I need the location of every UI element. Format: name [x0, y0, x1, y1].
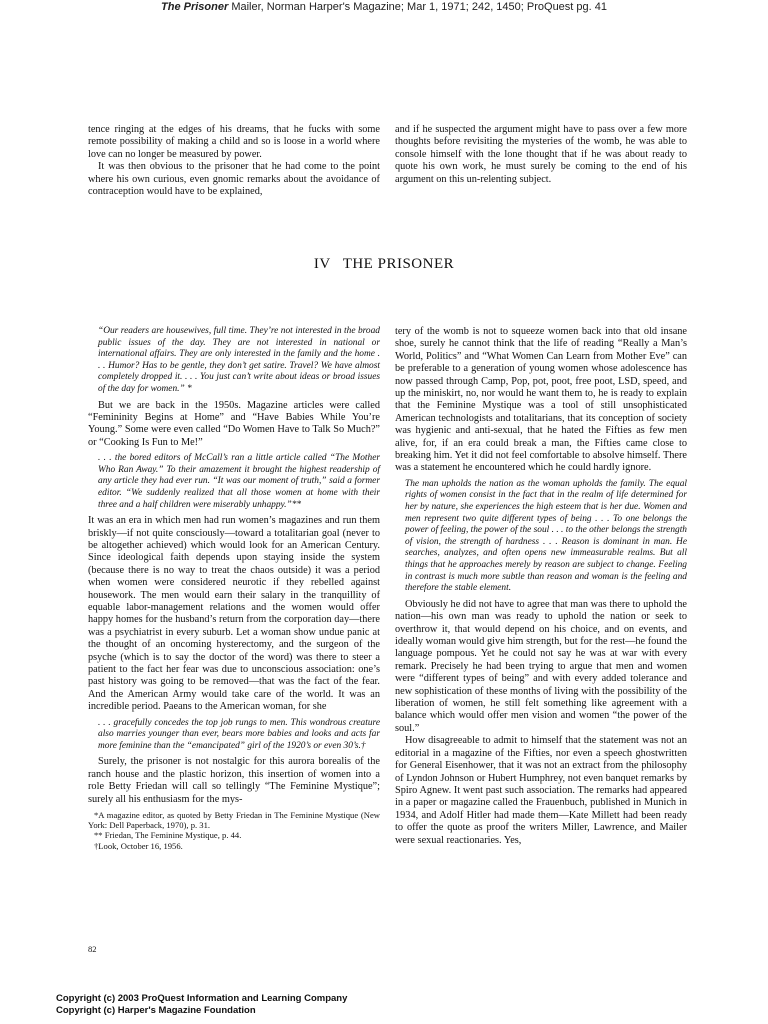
block-quote: [88, 326, 380, 396]
body-paragraph: It was an era in which men had run women’s magazines and run them briskly—if not quite consciously—toward a totalitarian goal (never to be altogether achieved) which would look for an American Century. Since ideological faith depends upon staying inside the system (because there is no way to treat the chaos outside) it was a period when women were considered neurotic if they rebelled against housework. The men would earn their salary in the tranquillity of equable labor-management relations and the women would offer happy homes for the husband’s return from the corporation day—there was a psychiatrist in every suburb. Let a woman show undue panic at the thought of an oncoming hysterectomy, and the surgeon of the psyche (which is to say the doctor of the word) was there to steer a patient to the fact her fear was due to unconscious association: one’s past history was going to be removed—that was the fact of the fear. And the American Army would take care of the world. It was an incredible period. Paeans to the American woman, for she: [88, 515, 380, 713]
quote-text: “Our readers are housewives, full time. They’re not interested in the broad public issues of the day. They are not interested in national or international affairs. They are only interested in the family and the home . . . Humor? Has to be gentle, they don’t get satire. Travel? We have almost completely dropped it. . . . You just can’t write about ideas or broad issues of the day for women.” *: [98, 326, 380, 394]
body-paragraph: Obviously he did not have to agree that man was there to uphold the nation—his own man was ready to uphold the nation or seek to overthrow it, that would depend on his choice, and on events, and ideally woman would give him strength, but for the rest—he found the language pompous. Yet he could not say he was at war with every remark. Precisely he had been trying to argue that men and women were “different types of being” and with every added tolerance and new sophistication of these months of living with the possibility of the liberation of women, he still felt something like agreement with a balance which would offer men vision and women “the power of the soul.”: [395, 598, 687, 734]
body-paragraph: Surely, the prisoner is not nostalgic for this aurora borealis of the ranch house and the plastic horizon, this insertion of women into a role Betty Friedan will call so tellingly “The Feminine Mystique”; surely all his enthusiasm for the mys-: [88, 756, 380, 805]
left-column: [88, 326, 380, 851]
quote-text: The man upholds the nation as the woman upholds the family. The equal rights of women consist in the fact that in the realm of life determined for her by nature, she experiences the high esteem that is her due. Women and men represent two quite different types of being . . . To one belongs the power of feeling, the power of the soul . . . to the other belongs the strength of vision, the strength of hardness . . . Reason is dominant in man. He searches, analyzes, and often opens new immeasurable realms. But all things that he approaches merely by reason are subject to change. Feeling in contrast is much more subtle than reason and woman is the feeling and therefore the stable element.: [405, 478, 687, 594]
quote-text: . . . gracefully concedes the top job rungs to men. This wondrous creature also marries younger than ever, bears more babies and looks and acts far more feminine than the “emancipated” girl of the 1920’s or even 30’s.†: [98, 717, 380, 751]
top-right-paragraph-1: and if he suspected the argument might have to pass over a few more thoughts before revisiting the mysteries of the womb, he was able to console himself with the lone thought that if he was about ready to quote his own work, he must surely be coming to the end of his argument on this un-relenting subject.: [395, 124, 687, 185]
page-number: 82: [88, 944, 97, 954]
top-left-column: [88, 124, 380, 198]
citation-header: [0, 0, 768, 14]
header-title: The Prisoner: [161, 1, 229, 13]
top-left-paragraph-1: tence ringing at the edges of his dreams, that he fucks with some remote possibility of making a child and so is loose in a world where love can no longer be measured by power.: [88, 124, 380, 160]
quote-text: . . . the bored editors of McCall’s ran a little article called “The Mother Who Ran Away.” To their amazement it brought the highest readership of any article they had ever run. “It was our moment of truth,” said a former editor. “We suddenly realized that all those women at home with their three and a half children were miserably unhappy.”**: [98, 453, 380, 510]
block-quote: [88, 453, 380, 511]
right-column: [395, 326, 687, 847]
header-citation: Mailer, Norman Harper's Magazine; Mar 1, 1971; 242, 1450; ProQuest pg. 41: [231, 1, 607, 13]
footnote: ** Friedan, The Feminine Mystique, p. 44.: [94, 830, 242, 841]
section-heading: [0, 256, 768, 273]
copyright-line: Copyright (c) Harper's Magazine Foundation: [56, 1005, 256, 1016]
footnotes: [88, 810, 380, 851]
section-title: THE PRISONER: [342, 256, 455, 272]
copyright-line: Copyright (c) 2003 ProQuest Information and Learning Company: [56, 993, 348, 1004]
section-number: IV: [313, 256, 331, 272]
top-left-paragraph-2: It was then obvious to the prisoner that he had come to the point where his own curious, even gnomic remarks about the avoidance of contraception would have to be explained,: [88, 161, 380, 198]
top-right-column: [395, 124, 687, 186]
body-paragraph: But we are back in the 1950s. Magazine articles were called “Femininity Begins at Home” and “Have Babies While You’re Young.” Some were even called “Do Women Have to Talk So Much?” or “Cooking Is Fun to Me!”: [88, 399, 380, 448]
block-quote: [395, 479, 687, 595]
footnote: *A magazine editor, as quoted by Betty Friedan in The Feminine Mystique (New York: Dell Paperback, 1970), p. 31.: [88, 810, 380, 831]
body-paragraph: tery of the womb is not to squeeze women back into that old insane shoe, surely he cannot think that the life of reading “Really a Man’s World, Politics” and “What Women Can Learn from Mother Eve” can be preferable to a generation of young women whose adolescence has now passed through Camp, Pop, pot, poot, free poot, LSD, speed, and up the miniskirt, no, nor would he want them to, he is ready to explain that the Feminine Mystique was a tool of still unsophisticated American technologists and totalitarians, that its conception of society was hygienic and anti-sexual, that he hated the Fifties as few men alive, for, if an era could break a man, the Fifties came close to breaking him. Yet it did not feel comfortable to absolve himself. There was a statement he encountered which he could hardly ignore.: [395, 326, 687, 474]
body-paragraph: How disagreeable to admit to himself that the statement was not an editorial in a magazine of the Fifties, nor even a speech ghostwritten for General Eisenhower, that it was not an extract from the philosophy of Lyndon Johnson or Hubert Humphrey, not even banquet remarks by Spiro Agnew. It went past such association. The remarks had appeared in a paper or magazine called the Frauenbuch, published in Munich in 1934, and Adolf Hitler had made them—Kate Millett had been ready to offer the quote as proof the writers Miller, Lawrence, and Mailer were sexual reactionaries. Yes,: [395, 735, 687, 846]
footnote: †Look, October 16, 1956.: [94, 840, 183, 851]
block-quote: [88, 718, 380, 753]
